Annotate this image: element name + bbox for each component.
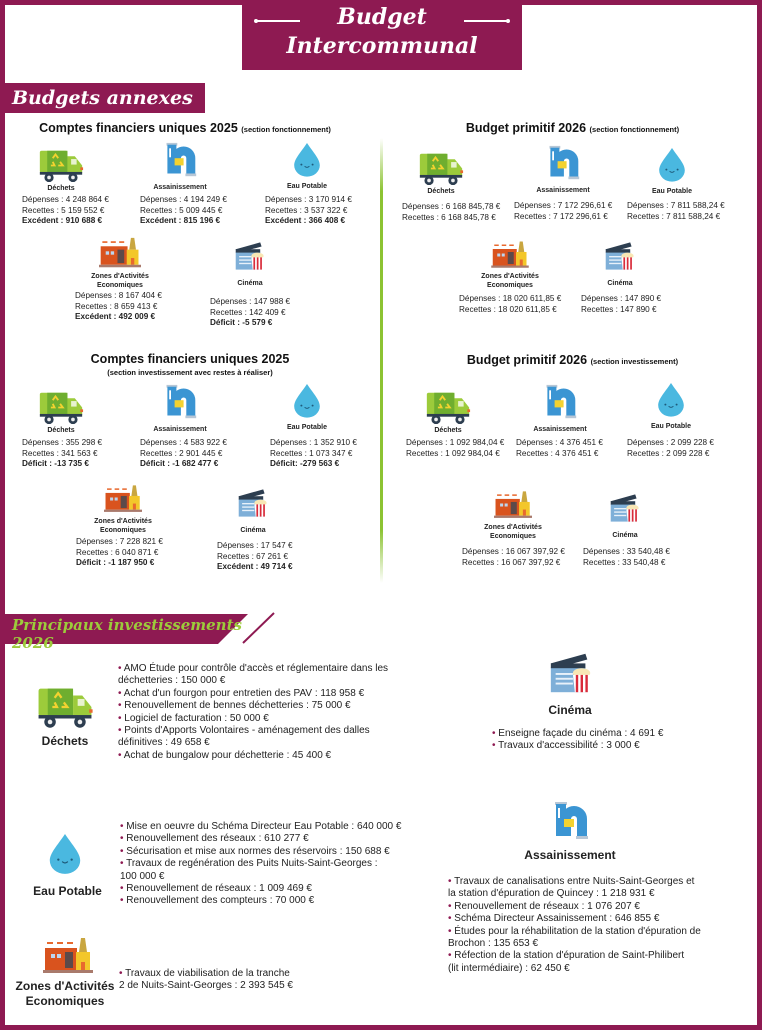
factory-icon — [494, 489, 532, 521]
result: Déficit : -1 187 950 € — [76, 558, 155, 567]
inv-dechets-list — [118, 663, 418, 762]
depenses: Dépenses : 3 170 914 € — [265, 195, 352, 204]
recettes: Recettes : 1 073 347 € — [270, 448, 353, 458]
recettes: Recettes : 5 159 552 € — [22, 205, 105, 215]
title-line-2: Intercommunal — [286, 33, 478, 59]
list-item-cont: définitives : 49 658 € — [118, 737, 210, 749]
banner-text: Principaux investissements 2026 — [12, 616, 242, 652]
bp-invest-assainissement-values — [516, 438, 603, 459]
garbage-truck-icon — [418, 150, 464, 187]
list-item: • Enseigne façade du cinéma : 4 691 € — [492, 728, 722, 740]
depenses: Dépenses : 4 194 249 € — [140, 195, 227, 204]
cfu-invest-assainissement-values — [140, 438, 227, 470]
bp-fonct-subtitle: (section fonctionnement) — [589, 125, 680, 134]
page-title — [242, 0, 522, 70]
inv-eau-list — [120, 821, 430, 908]
recettes: Recettes : 5 009 445 € — [140, 205, 223, 215]
cfu-invest-cinema-values — [217, 541, 293, 573]
depenses: Dépenses : 7 228 821 € — [76, 537, 163, 546]
garbage-truck-icon — [38, 147, 84, 184]
depenses: Dépenses : 18 020 611,85 € — [459, 294, 562, 303]
item-label: Déchets — [427, 188, 455, 195]
list-item: • Travaux de regénération des Puits Nuits-Saint-Georges : — [120, 858, 430, 870]
factory-icon — [41, 936, 95, 976]
depenses: Dépenses : 8 167 404 € — [75, 291, 162, 300]
vertical-divider — [380, 138, 383, 583]
cfu-fonct-subtitle: (section fonctionnement) — [241, 125, 331, 134]
pipe-icon — [550, 800, 590, 842]
bp-invest-eau — [646, 380, 696, 431]
cfu-invest-cinema — [231, 485, 275, 535]
result: Excédent : 492 009 € — [75, 312, 156, 321]
item-label: Assainissement — [153, 426, 207, 433]
bp-fonct-zae-values — [459, 294, 561, 315]
depenses: Dépenses : 1 352 910 € — [270, 438, 357, 447]
result: Déficit: -279 563 € — [270, 459, 340, 468]
factory-icon — [491, 240, 529, 270]
cfu-fonct-eau — [282, 140, 332, 191]
depenses: Dépenses : 1 092 984,04 € — [406, 438, 505, 447]
cfu-fonct-cinema-values — [210, 297, 290, 329]
list-item: • Sécurisation et mise aux normes des réservoirs : 150 688 € — [120, 846, 430, 858]
bp-invest-zae — [478, 489, 548, 541]
bp-fonct-assainissement — [533, 145, 593, 195]
depenses: Dépenses : 147 890 € — [581, 294, 662, 303]
depenses: Dépenses : 16 067 397,92 € — [462, 547, 565, 556]
pipe-icon — [162, 142, 198, 178]
item-label: Déchets — [47, 427, 75, 434]
inv-zae-label-line2: Economiques — [25, 994, 105, 1008]
cfu-fonct-dechets — [38, 147, 84, 193]
list-item: • Études pour la réhabilitation de la station d'épuration de — [448, 926, 748, 938]
bp-invest-eau-values — [627, 438, 714, 459]
result: Déficit : -13 735 € — [22, 459, 89, 468]
depenses: Dépenses : 2 099 228 € — [627, 438, 714, 447]
recettes: Recettes : 6 168 845,78 € — [402, 212, 496, 222]
cfu-fonct-eau-values — [265, 195, 352, 227]
bp-fonct-cinema-values — [581, 294, 661, 315]
cinema-icon — [547, 651, 595, 695]
item-label: Zones d'Activités — [91, 273, 149, 280]
pipe-icon — [545, 145, 581, 181]
item-label: Eau Potable — [650, 423, 692, 430]
item-label: Assainissement — [153, 184, 207, 191]
recettes: Recettes : 4 376 451 € — [516, 448, 599, 458]
bp-invest-cinema — [603, 490, 647, 540]
recettes: Recettes : 142 409 € — [210, 307, 286, 317]
depenses: Dépenses : 17 547 € — [217, 541, 293, 550]
inv-assainissement-label: Assainissement — [524, 848, 616, 862]
recettes: Recettes : 33 540,48 € — [583, 557, 666, 567]
list-item-cont: la station d'épuration de Quincey : 1 218 931 € — [448, 888, 655, 900]
cfu-fonct-title — [20, 121, 350, 135]
item-label: Cinéma — [240, 527, 266, 534]
cfu-fonct-dechets-values — [22, 195, 109, 227]
bp-fonct-dechets — [418, 150, 464, 196]
list-item: • Schéma Directeur Assainissement : 646 855 € — [448, 913, 748, 925]
depenses: Dépenses : 7 172 296,61 € — [514, 201, 613, 210]
factory-icon — [99, 236, 141, 270]
list-item: • Achat de bungalow pour déchetterie : 45 400 € — [118, 750, 418, 762]
list-item-cont: (lit intermédiaire) : 62 450 € — [448, 962, 570, 974]
item-label: Economiques — [97, 282, 143, 289]
list-item: • Travaux de viabilisation de la tranche — [119, 968, 339, 980]
cfu-invest-eau — [282, 381, 332, 432]
cinema-icon — [603, 238, 637, 274]
item-label: Eau Potable — [286, 183, 328, 190]
bp-fonct-zae — [475, 240, 545, 290]
list-item: • Travaux de canalisations entre Nuits-Saint-Georges et — [448, 876, 748, 888]
item-label: Zones d'Activités — [484, 524, 542, 531]
cfu-fonct-cinema — [228, 238, 272, 288]
cfu-invest-assainissement — [150, 384, 210, 434]
depenses: Dépenses : 4 583 922 € — [140, 438, 227, 447]
water-drop-icon — [291, 381, 323, 419]
list-item: • Renouvellement des réseaux : 610 277 € — [120, 833, 430, 845]
cfu-fonct-assainissement-values — [140, 195, 227, 227]
inv-dechets — [30, 684, 100, 730]
factory-icon — [104, 483, 142, 515]
bp-invest-zae-values — [462, 547, 565, 568]
section-banner-investissements — [0, 612, 275, 652]
inv-zae-label — [12, 979, 118, 1009]
recettes: Recettes : 1 092 984,04 € — [406, 448, 500, 458]
depenses: Dépenses : 33 540,48 € — [583, 547, 670, 556]
item-label: Zones d'Activités — [94, 518, 152, 525]
inv-assainissement-list — [448, 876, 748, 975]
list-item: • Points d'Apports Volontaires - aménagement des dalles — [118, 725, 418, 737]
list-item-cont: 2 de Nuits-Saint-Georges : 2 393 545 € — [119, 980, 293, 992]
bp-invest-dechets-values — [406, 438, 504, 459]
water-drop-icon — [656, 145, 688, 183]
bp-fonct-dechets-values — [402, 202, 500, 223]
result: Excédent : 366 408 € — [265, 216, 346, 225]
depenses: Dépenses : 4 376 451 € — [516, 438, 603, 447]
inv-cinema-list — [492, 728, 722, 753]
list-item-cont: Brochon : 135 653 € — [448, 938, 539, 950]
inv-zae-list — [119, 968, 339, 993]
pipe-icon — [542, 384, 578, 420]
bp-fonct-cinema — [598, 238, 642, 288]
recettes: Recettes : 18 020 611,85 € — [459, 304, 557, 314]
garbage-truck-icon — [38, 389, 84, 426]
cfu-fonct-zae-values — [75, 291, 162, 323]
result: Excédent : 910 688 € — [22, 216, 103, 225]
bp-invest-dechets — [425, 389, 471, 435]
water-drop-icon — [291, 140, 323, 178]
item-label: Eau Potable — [286, 424, 328, 431]
recettes: Recettes : 6 040 871 € — [76, 547, 159, 557]
section-banner-budgets-annexes: Budgets annexes — [0, 83, 205, 113]
item-label: Cinéma — [237, 280, 263, 287]
water-drop-icon — [46, 830, 84, 876]
bp-fonct-eau — [647, 145, 697, 196]
list-item: • Travaux d'accessibilité : 3 000 € — [492, 740, 722, 752]
item-label: Economiques — [490, 533, 536, 540]
depenses: Dépenses : 355 298 € — [22, 438, 103, 447]
cinema-icon — [233, 238, 267, 274]
cfu-invest-zae-values — [76, 537, 163, 569]
inv-assainissement — [550, 800, 590, 842]
result: Déficit : -5 579 € — [210, 318, 273, 327]
list-item-cont: déchetteries : 150 000 € — [118, 675, 226, 687]
cfu-fonct-title-text: Comptes financiers uniques 2025 — [39, 121, 238, 135]
bp-fonct-assainissement-values — [514, 201, 612, 222]
cfu-fonct-assainissement — [150, 142, 210, 192]
cfu-invest-dechets — [38, 389, 84, 435]
depenses: Dépenses : 147 988 € — [210, 297, 291, 306]
cfu-invest-title: Comptes financiers uniques 2025 — [90, 352, 290, 366]
bp-fonct-title — [400, 121, 745, 135]
inv-zae — [40, 936, 96, 976]
bp-invest-assainissement — [530, 384, 590, 434]
list-item: • Achat d'un fourgon pour entretien des PAV : 118 958 € — [118, 688, 418, 700]
depenses: Dépenses : 6 168 845,78 € — [402, 202, 501, 211]
list-item: • AMO Étude pour contrôle d'accès et réglementaire dans les — [118, 663, 418, 675]
title-line-1: Budget — [337, 4, 427, 30]
result: Déficit : -1 682 477 € — [140, 459, 219, 468]
item-label: Eau Potable — [651, 188, 693, 195]
bp-invest-title-text: Budget primitif 2026 — [466, 353, 588, 367]
bp-fonct-title-text: Budget primitif 2026 — [465, 121, 587, 135]
result: Excédent : 49 714 € — [217, 562, 293, 571]
inv-eau-label: Eau Potable — [33, 884, 102, 898]
bp-fonct-eau-values — [627, 201, 725, 222]
cfu-invest-subtitle: (section investissement avec restes à réaliser) — [107, 368, 273, 377]
cfu-invest-eau-values — [270, 438, 357, 470]
recettes: Recettes : 8 659 413 € — [75, 301, 158, 311]
list-item-cont: 100 000 € — [120, 870, 165, 882]
list-item: • Renouvellement de bennes déchetteries : 75 000 € — [118, 700, 418, 712]
depenses: Dépenses : 7 811 588,24 € — [627, 201, 725, 210]
item-label: Assainissement — [536, 187, 590, 194]
recettes: Recettes : 2 099 228 € — [627, 448, 710, 458]
bp-invest-cinema-values — [583, 547, 670, 568]
list-item: • Renouvellement des compteurs : 70 000 € — [120, 895, 430, 907]
recettes: Recettes : 147 890 € — [581, 304, 657, 314]
inv-zae-label-line1: Zones d'Activités — [15, 979, 115, 993]
water-drop-icon — [655, 380, 687, 418]
garbage-truck-icon — [425, 389, 471, 426]
item-label: Cinéma — [607, 280, 633, 287]
list-item: • Logiciel de facturation : 50 000 € — [118, 713, 418, 725]
item-label: Economiques — [100, 527, 146, 534]
recettes: Recettes : 2 901 445 € — [140, 448, 223, 458]
item-label: Assainissement — [533, 426, 587, 433]
cinema-icon — [236, 485, 270, 521]
depenses: Dépenses : 4 248 864 € — [22, 195, 109, 204]
garbage-truck-icon — [35, 684, 95, 730]
item-label: Economiques — [487, 282, 533, 289]
recettes: Recettes : 3 537 322 € — [265, 205, 348, 215]
bp-invest-title — [400, 353, 745, 367]
inv-eau — [45, 830, 85, 876]
item-label: Déchets — [47, 185, 75, 192]
list-item: • Renouvellement de réseaux : 1 076 207 € — [448, 901, 748, 913]
recettes: Recettes : 16 067 397,92 € — [462, 557, 561, 567]
cinema-icon — [608, 490, 642, 526]
item-label: Zones d'Activités — [481, 273, 539, 280]
item-label: Cinéma — [612, 532, 638, 539]
result: Excédent : 815 196 € — [140, 216, 221, 225]
recettes: Recettes : 7 811 588,24 € — [627, 211, 721, 221]
recettes: Recettes : 7 172 296,61 € — [514, 211, 608, 221]
list-item: • Mise en oeuvre du Schéma Directeur Eau Potable : 640 000 € — [120, 821, 430, 833]
inv-cinema — [545, 651, 597, 695]
pipe-icon — [162, 384, 198, 420]
cfu-invest-zae — [88, 483, 158, 535]
recettes: Recettes : 341 563 € — [22, 448, 98, 458]
bp-invest-subtitle: (section investissement) — [590, 357, 679, 366]
list-item: • Renouvellement de réseaux : 1 009 469 € — [120, 883, 430, 895]
list-item: • Réfection de la station d'épuration de Saint-Philibert — [448, 950, 748, 962]
recettes: Recettes : 67 261 € — [217, 551, 289, 561]
inv-dechets-label: Déchets — [41, 734, 89, 748]
cfu-fonct-zae — [85, 236, 155, 290]
item-label: Déchets — [434, 427, 462, 434]
cfu-invest-dechets-values — [22, 438, 102, 470]
inv-cinema-label: Cinéma — [548, 703, 592, 717]
